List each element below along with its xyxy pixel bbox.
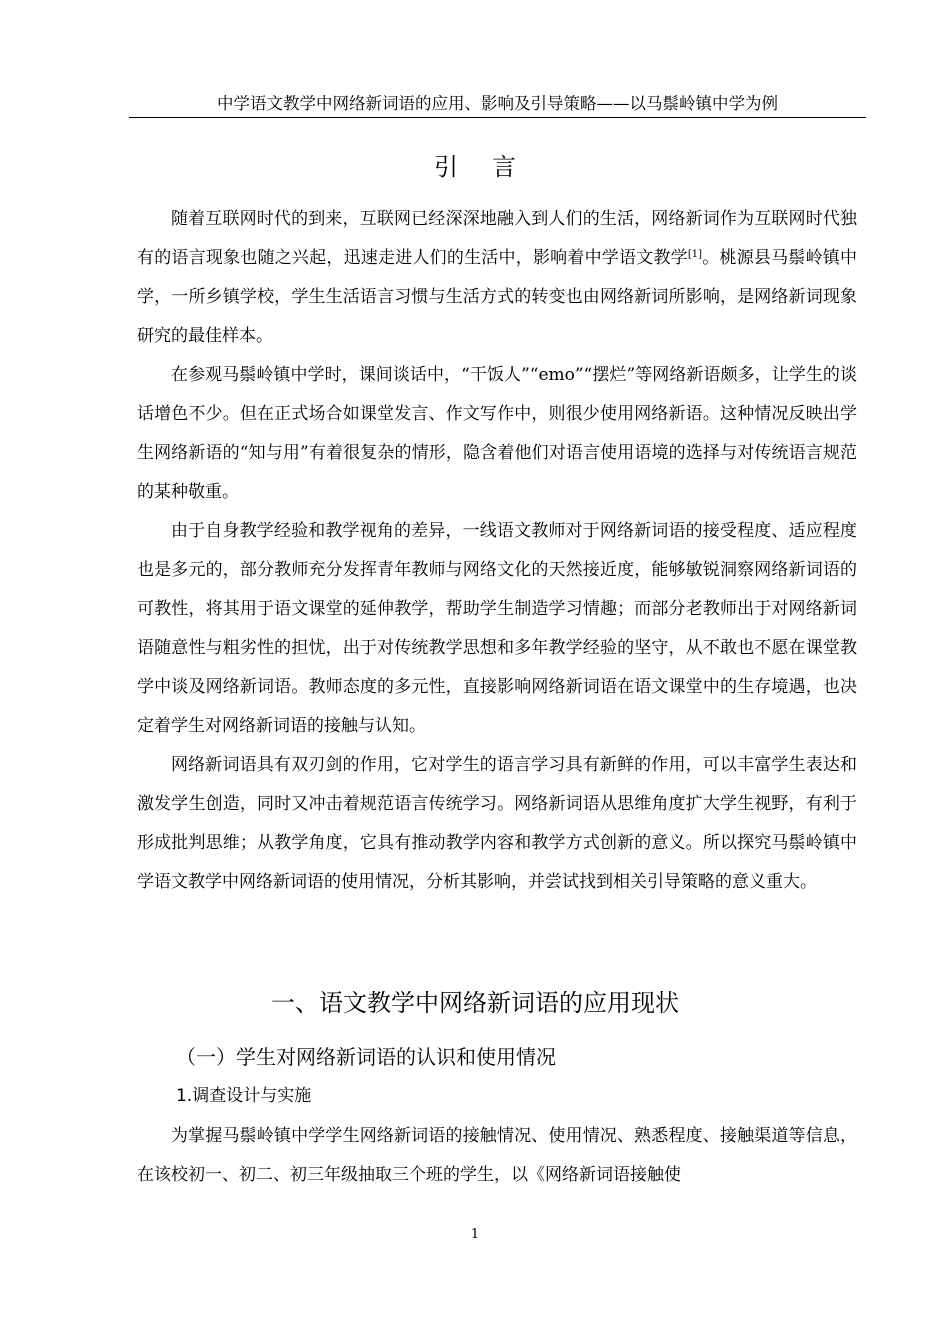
intro-heading: 引言	[434, 153, 550, 181]
intro-paragraph-2: 在参观马鬃岭镇中学时，课间谈话中，“干饭人”“emo”“摆烂”等网络新语颇多，让学生的谈话增色不少。但在正式场合如课堂发言、作文写作中，则很少使用网络新语。这种情况反映出学生网络新语的“知与用”有着很复杂的情形，隐含着他们对语言使用语境的选择与对传统语言规范的某种敬重。	[137, 365, 857, 502]
intro-paragraph-3: 由于自身教学经验和教学视角的差异，一线语文教师对于网络新词语的接受程度、适应程度也是多元的，部分教师充分发挥青年教师与网络文化的天然接近度，能够敏锐洞察网络新词语的可教性，将其用于语文课堂的延伸教学，帮助学生制造学习情趣；而部分老教师出于对网络新词语随意性与粗劣性的担忧，出于对传统教学思想和多年教学经验的坚守，从不敢也不愿在课堂教学中谈及网络新词语。教师态度的多元性，直接影响网络新词语在语文课堂中的生存境遇，也决定着学生对网络新词语的接触与认知。	[137, 521, 857, 736]
subsubsection-heading: 1.调查设计与实施	[176, 1086, 312, 1106]
subsection-heading: （一）学生对网络新词语的认识和使用情况	[176, 1045, 556, 1069]
paragraph-text: 随着互联网时代的到来，互联网已经深深地融入到人们的生活，网络新词作为互联网时代独有的语言现象也随之兴起，迅速走进人们的生活中，影响着中学语文教学	[137, 209, 857, 268]
intro-paragraph-1	[137, 200, 857, 356]
intro-body	[137, 200, 857, 902]
running-header: 中学语文教学中网络新词语的应用、影响及引导策略——以马鬃岭镇中学为例	[129, 94, 866, 118]
citation-marker: [1]	[687, 249, 703, 260]
paragraph-text-continued: 。桃源县马鬃岭镇中学，一所乡镇学校，学生生活语言习惯与生活方式的转变也由网络新词所影响，是网络新词现象研究的最佳样本。	[137, 248, 858, 346]
section-body	[137, 1117, 857, 1195]
section-heading: 一、语文教学中网络新词语的应用现状	[271, 989, 679, 1017]
page-number: 1	[470, 1227, 480, 1242]
intro-paragraph-4: 网络新词语具有双刃剑的作用，它对学生的语言学习具有新鲜的作用，可以丰富学生表达和激发学生创造，同时又冲击着规范语言传统学习。网络新词语从思维角度扩大学生视野，有利于形成批判思维；从教学角度，它具有推动教学内容和教学方式创新的意义。所以探究马鬃岭镇中学语文教学中网络新词语的使用情况，分析其影响，并尝试找到相关引导策略的意义重大。	[137, 755, 857, 892]
section-paragraph-1: 为掌握马鬃岭镇中学学生网络新词语的接触情况、使用情况、熟悉程度、接触渠道等信息，在该校初一、初二、初三年级抽取三个班的学生，以《网络新词语接触使	[137, 1126, 857, 1185]
